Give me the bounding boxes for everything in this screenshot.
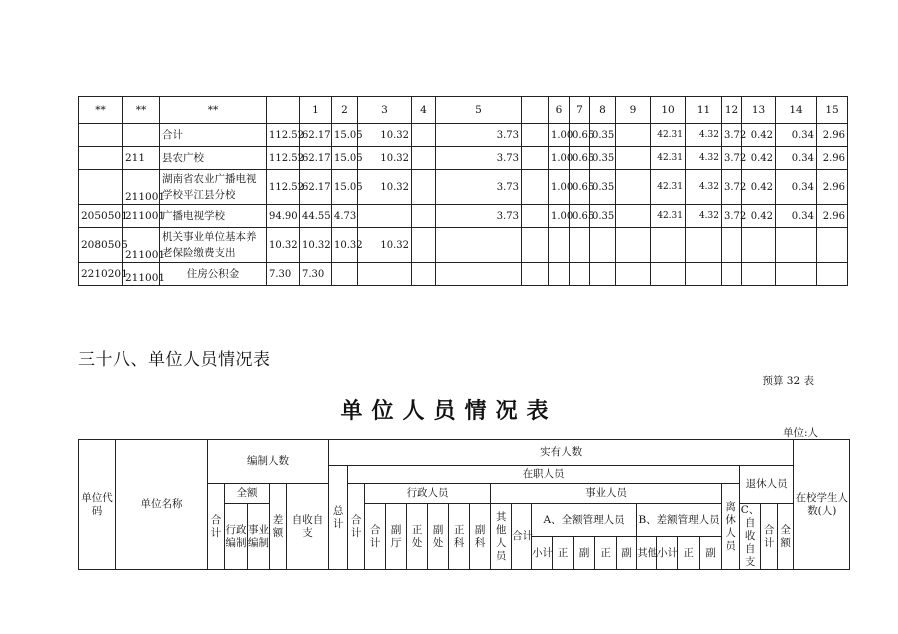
header-cell: 12 xyxy=(722,97,742,124)
value-cell: 0.34 xyxy=(776,205,817,228)
value-cell: 62.17 xyxy=(300,124,332,147)
value-cell: 10.32 xyxy=(358,124,412,147)
header-cell: 5 xyxy=(436,97,522,124)
value-cell: 42.31 xyxy=(651,147,686,170)
hdr-ret-total: 合计 xyxy=(761,504,778,570)
hdr-admin-staff: 行政人员 xyxy=(365,484,491,504)
hdr-inst-total: 合计 xyxy=(512,504,532,570)
hdr-a-zheng-1: 正 xyxy=(553,537,574,570)
value-cell: 42.31 xyxy=(651,170,686,205)
hdr-grand-total: 总计 xyxy=(329,466,348,570)
value-cell xyxy=(722,263,742,286)
header-cell: 6 xyxy=(549,97,570,124)
value-cell xyxy=(616,147,651,170)
unit-label: 单位:人 xyxy=(782,427,818,439)
unit-code-cell: 211 xyxy=(123,147,160,170)
value-cell xyxy=(616,228,651,263)
value-cell: 10.32 xyxy=(267,228,300,263)
value-cell: 42.31 xyxy=(651,124,686,147)
value-cell xyxy=(522,205,549,228)
hdr-ret-full: 全额 xyxy=(778,504,794,570)
hdr-establishment: 编制人数 xyxy=(208,440,329,484)
value-cell: 7.30 xyxy=(267,263,300,286)
value-cell xyxy=(570,228,590,263)
hdr-retired-leave: 离休人员 xyxy=(722,484,740,570)
hdr-other-staff: 其他人员 xyxy=(491,504,512,570)
value-cell: 0.42 xyxy=(742,170,776,205)
func-code-cell xyxy=(79,147,123,170)
value-cell xyxy=(686,263,722,286)
value-cell: 0.42 xyxy=(742,124,776,147)
value-cell xyxy=(436,263,522,286)
unit-code-cell: 211001 xyxy=(123,170,160,205)
hdr-b-diff: B、差额管理人员 xyxy=(637,504,722,537)
page-title: 单位人员情况表 xyxy=(340,398,558,424)
header-cell: 13 xyxy=(742,97,776,124)
value-cell xyxy=(522,147,549,170)
value-cell: 0.34 xyxy=(776,124,817,147)
value-cell: 0.65 xyxy=(570,124,590,147)
value-cell xyxy=(412,205,436,228)
table-row xyxy=(79,205,848,228)
unit-code-cell xyxy=(123,124,160,147)
value-cell: 0.35 xyxy=(590,205,616,228)
value-cell: 10.32 xyxy=(300,228,332,263)
value-cell xyxy=(616,205,651,228)
value-cell xyxy=(412,170,436,205)
unit-code-cell: 211001 xyxy=(123,205,160,228)
value-cell xyxy=(549,228,570,263)
value-cell xyxy=(776,228,817,263)
value-cell: 62.17 xyxy=(300,170,332,205)
table-row xyxy=(79,263,848,286)
value-cell xyxy=(742,263,776,286)
value-cell: 15.05 xyxy=(332,170,358,205)
value-cell: 112.52 xyxy=(267,124,300,147)
value-cell xyxy=(616,124,651,147)
header-cell: 8 xyxy=(590,97,616,124)
hdr-unit-name: 单位名称 xyxy=(116,440,208,570)
hdr-actual: 实有人数 xyxy=(329,440,794,466)
value-cell: 62.17 xyxy=(300,147,332,170)
value-cell xyxy=(651,228,686,263)
hdr-inst-est: 事业编制 xyxy=(248,504,270,570)
value-cell xyxy=(590,228,616,263)
value-cell: 15.05 xyxy=(332,147,358,170)
value-cell: 4.32 xyxy=(686,205,722,228)
budget-detail-table xyxy=(78,96,848,286)
hdr-est-self: 自收自支 xyxy=(287,484,329,570)
value-cell xyxy=(332,263,358,286)
value-cell: 0.35 xyxy=(590,147,616,170)
value-cell: 0.34 xyxy=(776,170,817,205)
table-row xyxy=(79,147,848,170)
item-name-cell: 县农广校 xyxy=(160,147,267,170)
value-cell: 7.30 xyxy=(300,263,332,286)
hdr-a-other: 其他 xyxy=(637,537,657,570)
value-cell xyxy=(522,228,549,263)
value-cell: 10.32 xyxy=(358,147,412,170)
value-cell: 0.35 xyxy=(590,124,616,147)
table-row xyxy=(79,124,848,147)
value-cell xyxy=(522,263,549,286)
value-cell: 4.32 xyxy=(686,147,722,170)
staff-table xyxy=(78,439,850,570)
value-cell xyxy=(412,228,436,263)
value-cell: 112.52 xyxy=(267,170,300,205)
value-cell: 4.32 xyxy=(686,170,722,205)
hdr-in-service: 在职人员 xyxy=(348,466,740,484)
hdr-z-ting: 副厅 xyxy=(386,504,407,570)
value-cell: 3.73 xyxy=(436,124,522,147)
hdr-inst-staff: 事业人员 xyxy=(491,484,722,504)
value-cell xyxy=(436,228,522,263)
func-code-cell: 2080505 xyxy=(79,228,123,263)
header-cell: ** xyxy=(123,97,160,124)
value-cell: 10.32 xyxy=(358,170,412,205)
hdr-admin-total: 合计 xyxy=(365,504,386,570)
value-cell: 112.52 xyxy=(267,147,300,170)
value-cell xyxy=(722,228,742,263)
hdr-a-fu-2: 副 xyxy=(617,537,637,570)
value-cell xyxy=(590,263,616,286)
table-row xyxy=(79,228,848,263)
value-cell xyxy=(358,205,412,228)
hdr-fu-ke: 副科 xyxy=(470,504,491,570)
value-cell: 2.96 xyxy=(817,124,848,147)
value-cell: 1.00 xyxy=(549,205,570,228)
hdr-admin-est: 行政编制 xyxy=(225,504,248,570)
item-name-cell: 合计 xyxy=(160,124,267,147)
header-cell: ** xyxy=(79,97,123,124)
hdr-b-fu: 副 xyxy=(700,537,722,570)
value-cell: 0.35 xyxy=(590,170,616,205)
header-cell xyxy=(267,97,300,124)
section-title: 三十八、单位人员情况表 xyxy=(78,350,271,370)
value-cell xyxy=(817,228,848,263)
value-cell: 10.32 xyxy=(332,228,358,263)
value-cell: 4.73 xyxy=(332,205,358,228)
value-cell xyxy=(686,228,722,263)
value-cell: 2.96 xyxy=(817,170,848,205)
value-cell: 44.55 xyxy=(300,205,332,228)
value-cell: 0.42 xyxy=(742,205,776,228)
unit-code-cell: 211001 xyxy=(123,263,160,286)
value-cell xyxy=(616,263,651,286)
value-cell: 3.73 xyxy=(436,205,522,228)
hdr-a-fu-1: 副 xyxy=(574,537,595,570)
value-cell xyxy=(549,263,570,286)
value-cell: 4.32 xyxy=(686,124,722,147)
value-cell xyxy=(817,263,848,286)
header-cell: 9 xyxy=(616,97,651,124)
header-cell: 7 xyxy=(570,97,590,124)
header-cell: 3 xyxy=(358,97,412,124)
func-code-cell xyxy=(79,124,123,147)
value-cell xyxy=(412,147,436,170)
hdr-fu-chu: 副处 xyxy=(428,504,449,570)
value-cell: 94.90 xyxy=(267,205,300,228)
item-name-cell: 住房公积金 xyxy=(160,263,267,286)
value-cell: 3.73 xyxy=(436,170,522,205)
header-cell: 1 xyxy=(300,97,332,124)
hdr-zheng-chu: 正处 xyxy=(407,504,428,570)
value-cell: 3.72 xyxy=(722,205,742,228)
value-cell xyxy=(742,228,776,263)
hdr-inservice-total: 合计 xyxy=(348,484,365,570)
hdr-unit-code: 单位代码 xyxy=(79,440,116,570)
hdr-c-self: C、自收自支 xyxy=(740,504,760,568)
hdr-b-subtotal: 小计 xyxy=(657,537,678,570)
value-cell xyxy=(358,263,412,286)
value-cell: 3.72 xyxy=(722,170,742,205)
header-cell: 11 xyxy=(686,97,722,124)
item-name-cell: 机关事业单位基本养老保险缴费支出 xyxy=(160,228,267,263)
value-cell: 15.05 xyxy=(332,124,358,147)
hdr-a-full: A、全额管理人员 xyxy=(532,504,637,537)
hdr-a-subtotal: 小计 xyxy=(532,537,553,570)
item-name-cell: 湖南省农业广播电视学校平江县分校 xyxy=(160,170,267,205)
value-cell: 1.00 xyxy=(549,124,570,147)
item-name-cell: 广播电视学校 xyxy=(160,205,267,228)
value-cell xyxy=(412,124,436,147)
hdr-est-total: 合计 xyxy=(208,484,225,570)
value-cell: 3.73 xyxy=(436,147,522,170)
unit-code-cell: 211001 xyxy=(123,228,160,263)
value-cell xyxy=(412,263,436,286)
value-cell: 2.96 xyxy=(817,147,848,170)
value-cell: 0.65 xyxy=(570,147,590,170)
hdr-retired-group: 退休人员 xyxy=(740,466,794,504)
hdr-full-amount: 全额 xyxy=(225,484,270,504)
hdr-est-diff: 差额 xyxy=(270,484,287,570)
value-cell: 3.72 xyxy=(722,124,742,147)
hdr-a-zheng-2: 正 xyxy=(595,537,617,570)
header-cell: 14 xyxy=(776,97,817,124)
value-cell: 3.72 xyxy=(722,147,742,170)
hdr-b-zheng: 正 xyxy=(678,537,700,570)
hdr-students: 在校学生人数(人) xyxy=(794,440,850,570)
value-cell xyxy=(570,263,590,286)
func-code-cell xyxy=(79,170,123,205)
value-cell: 0.34 xyxy=(776,147,817,170)
header-cell: 10 xyxy=(651,97,686,124)
value-cell xyxy=(776,263,817,286)
value-cell xyxy=(522,170,549,205)
value-cell: 10.32 xyxy=(358,228,412,263)
header-cell xyxy=(522,97,549,124)
value-cell: 1.00 xyxy=(549,170,570,205)
header-cell: ** xyxy=(160,97,267,124)
hdr-zheng-ke: 正科 xyxy=(449,504,470,570)
header-cell: 15 xyxy=(817,97,848,124)
table-row xyxy=(79,170,848,205)
header-cell: 2 xyxy=(332,97,358,124)
value-cell: 0.65 xyxy=(570,170,590,205)
value-cell: 2.96 xyxy=(817,205,848,228)
value-cell xyxy=(651,263,686,286)
func-code-cell: 2050501 xyxy=(79,205,123,228)
header-cell: 4 xyxy=(412,97,436,124)
value-cell xyxy=(522,124,549,147)
budget-number: 预算 32 表 xyxy=(762,375,814,387)
value-cell xyxy=(616,170,651,205)
value-cell: 42.31 xyxy=(651,205,686,228)
value-cell: 1.00 xyxy=(549,147,570,170)
value-cell: 0.65 xyxy=(570,205,590,228)
value-cell: 0.42 xyxy=(742,147,776,170)
func-code-cell: 2210201 xyxy=(79,263,123,286)
